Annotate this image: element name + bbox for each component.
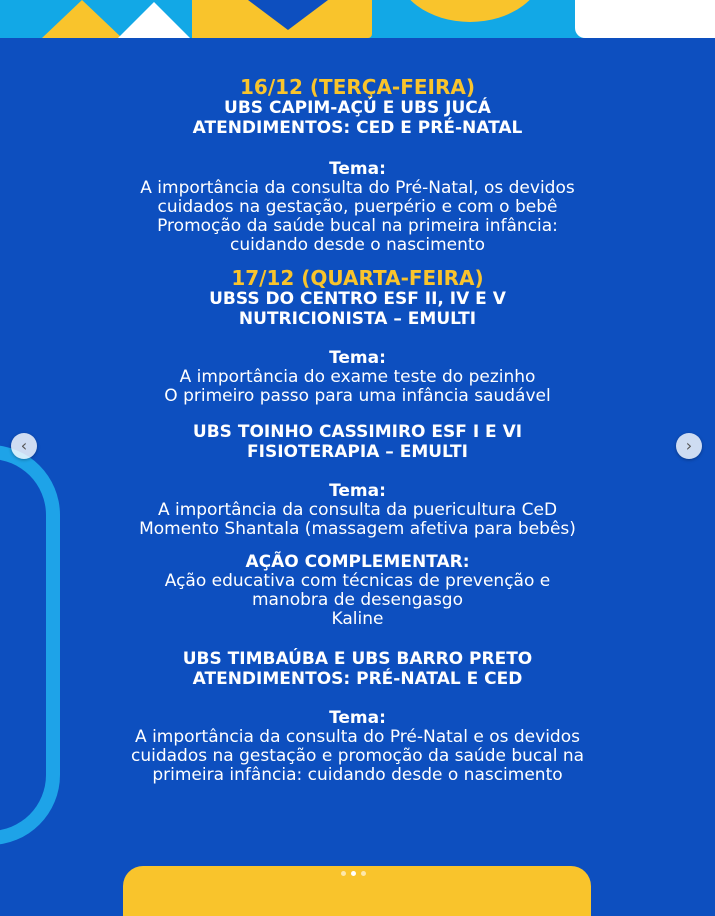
tema-text-line: cuidados na gestação, puerpério e com o bebê	[157, 197, 558, 217]
section-heading-line: UBSS DO CENTRO ESF II, IV E V	[209, 289, 506, 309]
tema-text-line: A importância da consulta da puericultura CeD	[157, 500, 558, 520]
section-date: 16/12 (TERÇA-FEIRA)	[239, 75, 476, 99]
tema-label: Tema:	[329, 159, 386, 179]
tema-text-line: Promoção da saúde bucal na primeira infância:	[157, 216, 558, 236]
chevron-right-icon: ›	[685, 436, 693, 455]
tema-text-line: primeira infância: cuidando desde o nascimento	[152, 765, 563, 785]
tema-text-line: A importância da consulta do Pré-Natal e os devidos	[135, 727, 580, 747]
section-heading-line: UBS TIMBAÚBA E UBS BARRO PRETO	[182, 649, 533, 669]
extra-label: AÇÃO COMPLEMENTAR:	[245, 552, 470, 572]
carousel-dot[interactable]	[341, 871, 346, 876]
tema-label: Tema:	[329, 481, 386, 501]
schedule-content	[0, 76, 715, 785]
next-slide-button[interactable]	[676, 433, 702, 459]
tema-text-line: cuidados na gestação e promoção da saúde bucal na	[130, 746, 585, 766]
white-triangle-shape	[118, 2, 190, 38]
schedule-section-3	[0, 422, 715, 629]
tema-label: Tema:	[329, 348, 386, 368]
section-heading-line: ATENDIMENTOS: CED E PRÉ-NATAL	[192, 118, 523, 138]
extra-text-line: Kaline	[331, 609, 384, 629]
blue-triangle-shape	[248, 0, 328, 30]
tema-text-line: cuidando desde o nascimento	[230, 235, 485, 255]
tema-label: Tema:	[329, 708, 386, 728]
section-heading-line: ATENDIMENTOS: PRÉ-NATAL E CED	[192, 669, 523, 689]
section-date: 17/12 (QUARTA-FEIRA)	[231, 266, 484, 290]
previous-slide-button[interactable]	[11, 433, 37, 459]
chevron-left-icon: ‹	[20, 436, 28, 455]
schedule-section-1	[0, 76, 715, 255]
extra-text-line: Ação educativa com técnicas de prevenção e	[164, 571, 551, 591]
decorative-header-band	[0, 0, 715, 38]
yellow-circle-shape	[395, 0, 545, 22]
schedule-section-2	[0, 267, 715, 406]
section-heading-line: UBS TOINHO CASSIMIRO ESF I E VI	[192, 422, 523, 442]
white-block-shape	[575, 0, 715, 38]
carousel-indicator	[341, 871, 366, 876]
carousel-dot[interactable]	[361, 871, 366, 876]
tema-text-line: Momento Shantala (massagem afetiva para bebês)	[139, 519, 576, 539]
tema-text-line: A importância da consulta do Pré-Natal, os devidos	[140, 178, 575, 198]
extra-text-line: manobra de desengasgo	[251, 590, 463, 610]
section-heading-line: UBS CAPIM-AÇÚ E UBS JUCÁ	[224, 98, 491, 118]
section-heading-line: NUTRICIONISTA – EMULTI	[238, 309, 477, 329]
tema-text-line: A importância do exame teste do pezinho	[179, 367, 536, 387]
tema-text-line: O primeiro passo para uma infância saudável	[164, 386, 551, 406]
carousel-dot[interactable]	[351, 871, 356, 876]
section-heading-line: FISIOTERAPIA – EMULTI	[247, 442, 468, 462]
schedule-section-4	[0, 649, 715, 785]
yellow-triangle-shape	[42, 0, 122, 38]
